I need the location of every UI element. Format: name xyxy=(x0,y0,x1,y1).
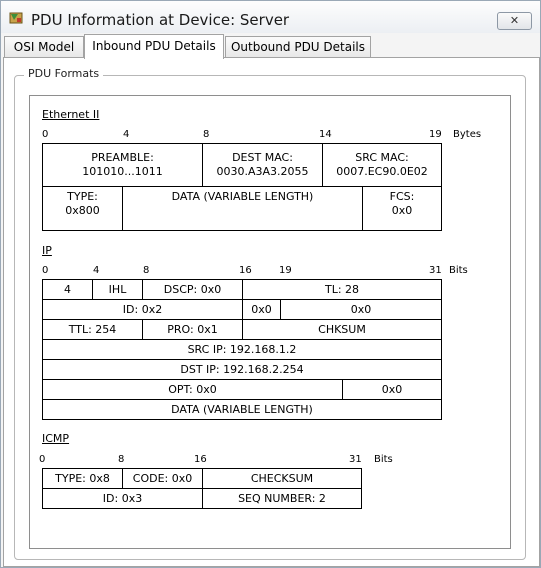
ethernet-fcs-field xyxy=(362,186,442,231)
ip-ruler-0: 0 xyxy=(42,265,49,276)
ip-unit: Bits xyxy=(449,265,468,276)
ethernet-data-field xyxy=(122,186,363,231)
ip-protocol-field: PRO: 0x1 xyxy=(142,319,243,340)
pdu-formats-scroll-area[interactable] xyxy=(29,95,511,549)
preamble-value: 101010...1011 xyxy=(82,165,163,178)
type-label: TYPE: xyxy=(67,190,98,203)
tab-panel xyxy=(3,57,540,567)
title-bar xyxy=(1,1,540,33)
ip-total-length-field: TL: 28 xyxy=(242,279,442,300)
ip-src-field: SRC IP: 192.168.1.2 xyxy=(42,339,442,360)
icmp-section-title: ICMP xyxy=(42,432,70,445)
packet-app-icon xyxy=(9,11,23,25)
ethernet-ruler-4: 4 xyxy=(123,129,130,140)
ip-ihl-field: IHL xyxy=(92,279,143,300)
ip-ruler-4: 4 xyxy=(93,265,100,276)
ip-flags-field: 0x0 xyxy=(242,299,281,320)
ip-options-field: OPT: 0x0 xyxy=(42,379,343,400)
ethernet-ruler-19: 19 xyxy=(429,129,442,140)
ip-ruler-16: 16 xyxy=(239,265,252,276)
fcs-value: 0x0 xyxy=(391,204,413,217)
ip-ruler-19: 19 xyxy=(279,265,292,276)
ip-ruler-31: 31 xyxy=(429,265,442,276)
icmp-seq-field: SEQ NUMBER: 2 xyxy=(202,488,362,509)
icmp-id-field: ID: 0x3 xyxy=(42,488,203,509)
dest-mac-label: DEST MAC: xyxy=(232,151,293,164)
icmp-ruler-8: 8 xyxy=(118,454,125,465)
ethernet-ruler-14: 14 xyxy=(319,129,332,140)
ethernet-src-mac-field xyxy=(322,143,442,187)
fcs-label: FCS: xyxy=(389,190,415,203)
close-button[interactable]: ✕ xyxy=(497,12,532,30)
type-value: 0x800 xyxy=(65,204,100,217)
ip-dscp-field: DSCP: 0x0 xyxy=(142,279,243,300)
ip-data-field: DATA (VARIABLE LENGTH) xyxy=(42,399,442,420)
src-mac-value: 0007.EC90.0E02 xyxy=(336,165,428,178)
ip-fragment-offset-field: 0x0 xyxy=(280,299,442,320)
ethernet-ruler-0: 0 xyxy=(42,129,49,140)
icmp-checksum-field: CHECKSUM xyxy=(202,468,362,489)
tab-inbound-pdu-details[interactable]: Inbound PDU Details xyxy=(84,34,224,59)
ip-identification-field: ID: 0x2 xyxy=(42,299,243,320)
ethernet-dest-mac-field xyxy=(202,143,323,187)
ip-ruler-8: 8 xyxy=(143,265,150,276)
icmp-code-field: CODE: 0x0 xyxy=(122,468,203,489)
tab-osi-model[interactable]: OSI Model xyxy=(4,36,84,57)
ethernet-type-field xyxy=(42,186,123,231)
ethernet-section-title: Ethernet II xyxy=(42,108,100,121)
ip-version-field: 4 xyxy=(42,279,93,300)
icmp-ruler-0: 0 xyxy=(39,454,46,465)
ip-ttl-field: TTL: 254 xyxy=(42,319,143,340)
icmp-unit: Bits xyxy=(374,454,393,465)
ip-dst-field: DST IP: 192.168.2.254 xyxy=(42,359,442,380)
ip-section-title: IP xyxy=(42,244,52,257)
ip-checksum-field: CHKSUM xyxy=(242,319,442,340)
ethernet-preamble-field xyxy=(42,143,203,187)
ethernet-unit: Bytes xyxy=(453,129,482,140)
preamble-label: PREAMBLE: xyxy=(91,151,154,164)
ethernet-data-label: DATA (VARIABLE LENGTH) xyxy=(171,190,314,203)
src-mac-label: SRC MAC: xyxy=(355,151,409,164)
ip-padding-field: 0x0 xyxy=(342,379,442,400)
pdu-formats-group xyxy=(14,67,526,560)
icmp-type-field: TYPE: 0x8 xyxy=(42,468,123,489)
dest-mac-value: 0030.A3A3.2055 xyxy=(216,165,309,178)
icmp-ruler-16: 16 xyxy=(194,454,207,465)
group-title: PDU Formats xyxy=(24,67,103,80)
icmp-ruler-31: 31 xyxy=(349,454,362,465)
tab-outbound-pdu-details[interactable]: Outbound PDU Details xyxy=(225,36,371,57)
ethernet-ruler-8: 8 xyxy=(203,129,210,140)
window-title: PDU Information at Device: Server xyxy=(31,11,290,29)
